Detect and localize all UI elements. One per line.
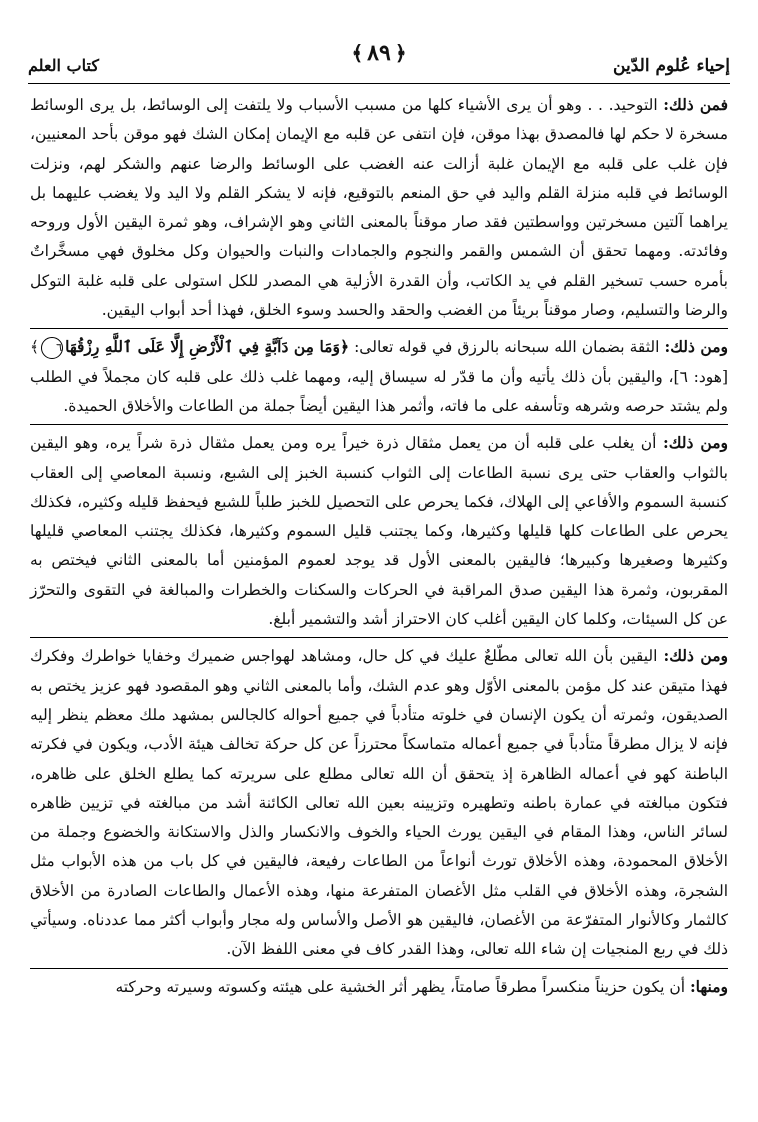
page-ornament-right: ﴿ [394, 41, 407, 65]
paragraph-divider [30, 328, 728, 329]
paragraph-text: اليقين بأن الله تعالى مطّلعٌ عليك في كل حال، ومشاهد لهواجس ضميرك وخفايا خواطرك وفكرك فهذا متيقن عند كل مؤمن بالمعنى الأوّل وهو عدم الشك، وأما بالمعنى الثاني وهو المقصود فهو عزيز يختص به الصديقون، وثمرته أن يكون الإنسان في خلوته متأدباً في جميع أحواله كالجالس بمشهد ملك معظم ينظر إليه فإنه لا يزال مطرقاً متأدباً في جميع أعماله متماسكاً محترزاً عن كل حركة تخالف هيئة الأدب، ويكون في فكرته الباطنة كهو في أعماله الظاهرة إذ يتحقق أن الله تعالى مطلع على سريرته كما يطلع الخلق على ظاهره، فتكون مبالغته في عمارة باطنه وتطهيره وتزيينه بعين الله تعالى الكائنة أشد من مبالغته في تزيين ظاهره لسائر الناس، وهذا المقام في اليقين يورث الحياء والخوف والانكسار والذل والاستكانة والخضوع وجملة من الأخلاق المحمودة، وهذه الأخلاق تورث أنواعاً من الطاعات رفيعة، فاليقين في كل باب من هذه الأبواب مثل الشجرة، وهذه الأخلاق في القلب مثل الأغصان المتفرعة منها، وهذه الأعمال والطاعات الصادرة من الأخلاق كالثمار وكالأنوار المتفرّعة من الأغصان، فاليقين هو الأصل والأساس وله مجار وأبواب أكثر مما عددناه. وسيأتي ذلك في ربع المنجيات إن شاء الله تعالى، وهذا القدر كاف في معنى اللفظ الآن. [30, 647, 728, 959]
paragraph-text: الثقة بضمان الله سبحانه بالرزق في قوله تعالى: [349, 338, 665, 357]
paragraph-muraqaba [30, 641, 728, 964]
paragraph-divider [30, 968, 728, 969]
book-title: إحياء عُلوم الدّين [613, 56, 730, 76]
page-number-group [351, 42, 406, 64]
chapter-title: كتاب العلم [28, 56, 99, 75]
paragraph-lead: ومنها: [689, 976, 728, 996]
page-number: ٨٩ [367, 40, 391, 66]
paragraph-lead: ومن ذلك: [663, 433, 728, 453]
paragraph-divider [30, 637, 728, 638]
paragraph-text: ﴾ [هود: ٦]، واليقين بأن ذلك يأتيه وأن ما قدّر له سيساق إليه، ومهما غلب ذلك على قلبه كان مجملاً في الطلب ولم يشتد حرصه وشرهه وتأسفه على ما فاته، وأثمر هذا اليقين أيضاً جملة من الطاعات والأخلاق الحميدة. [30, 338, 728, 415]
paragraph-rizq [30, 332, 728, 421]
page-ornament-left: ﴾ [351, 41, 364, 65]
quran-verse: ﴿وَمَا مِن دَآبَّةٍ فِي ٱلْأَرْضِ إِلَّا عَلَى ٱللَّهِ رِزْقُهَا [65, 337, 350, 357]
paragraph-lead: ومن ذلك: [664, 337, 728, 357]
paragraph-tawhid [30, 90, 728, 325]
paragraph-reward [30, 428, 728, 634]
paragraph-text: أن يكون حزيناً منكسراً مطرقاً صامتاً، يظهر أثر الخشية على هيئته وكسوته وسيرته وحركته [115, 977, 690, 996]
paragraph-text: أن يغلب على قلبه أن من يعمل مثقال ذرة خيراً يره ومن يعمل مثقال ذرة شراً يره، وهو اليقين بالثواب والعقاب حتى يرى نسبة الطاعات إلى الثواب كنسبة الخبز إلى الشبع، ونسبة المعاصي إلى العقاب كنسبة السموم والأفاعي إلى الهلاك، فكما يحرص على التحصيل للخبز طلباً للشبع فيحفظ قليله وكثيره، فكذلك يحرص على الطاعات كلها قليلها وكثيرها، وكما يجتنب قليل السموم وكثيرها، فكذلك يجتنب المعاصي قليلها وكثيرها وصغيرها وكبيرها؛ فاليقين بالمعنى الأول قد يوجد لعموم المؤمنين أما بالمعنى الثاني فيختص به المقربون، وثمرة هذا اليقين صدق المراقبة في الحركات والسكنات والخطرات والمبالغة في التقوى والتحرّز عن كل السيئات، وكلما كان اليقين أغلب كان الاحتراز أشد والتشمير أبلغ. [30, 434, 728, 629]
paragraph-lead: فمن ذلك: [663, 95, 728, 114]
paragraph-text: التوحيد. . . وهو أن يرى الأشياء كلها من مسبب الأسباب ولا يلتفت إلى الوسائط، بل يرى الوسائط مسخرة لا حكم لها فالمصدق بهذا موقن، فإن انتفى عن قلبه مع الإيمان إمكان الشك فهو موقن بأحد المعنيين، فإن غلب على قلبه مع الإيمان غلبة أزالت عنه الغضب على الوسائط والرضا عنهم والشكر لهم، ونزلت الوسائط في قلبه منزلة القلم واليد في حق المنعم بالتوقيع، فإنه لا يشكر القلم ولا اليد ولا يغضب عليهما بل يراهما آلتين مسخرتين وواسطتين فقد صار موقناً بالمعنى الثاني وهو الإشراف، وهو ثمرة اليقين الأول وروحه وفائدته. ومهما تحقق أن الشمس والقمر والنجوم والجمادات والنبات والحيوان وكل مخلوق فهي مسخَّراتٌ بأمره حسب تسخير القلم في يد الكاتب، وأن القدرة الأزلية هي المصدر للكل استولى على قلبه غلبة التوكل والرضا والتسليم، وصار موقناً بريئاً من الغضب والحقد والحسد وسوء الخلق، فهذا أحد أبواب اليقين. [30, 96, 728, 320]
page-header [28, 40, 730, 80]
main-text [30, 90, 728, 1002]
paragraph-minha [30, 972, 728, 1002]
header-rule [28, 83, 730, 84]
paragraph-divider [30, 424, 728, 425]
paragraph-lead: ومن ذلك: [663, 646, 728, 666]
ayah-number-icon: ٦ [41, 337, 63, 359]
